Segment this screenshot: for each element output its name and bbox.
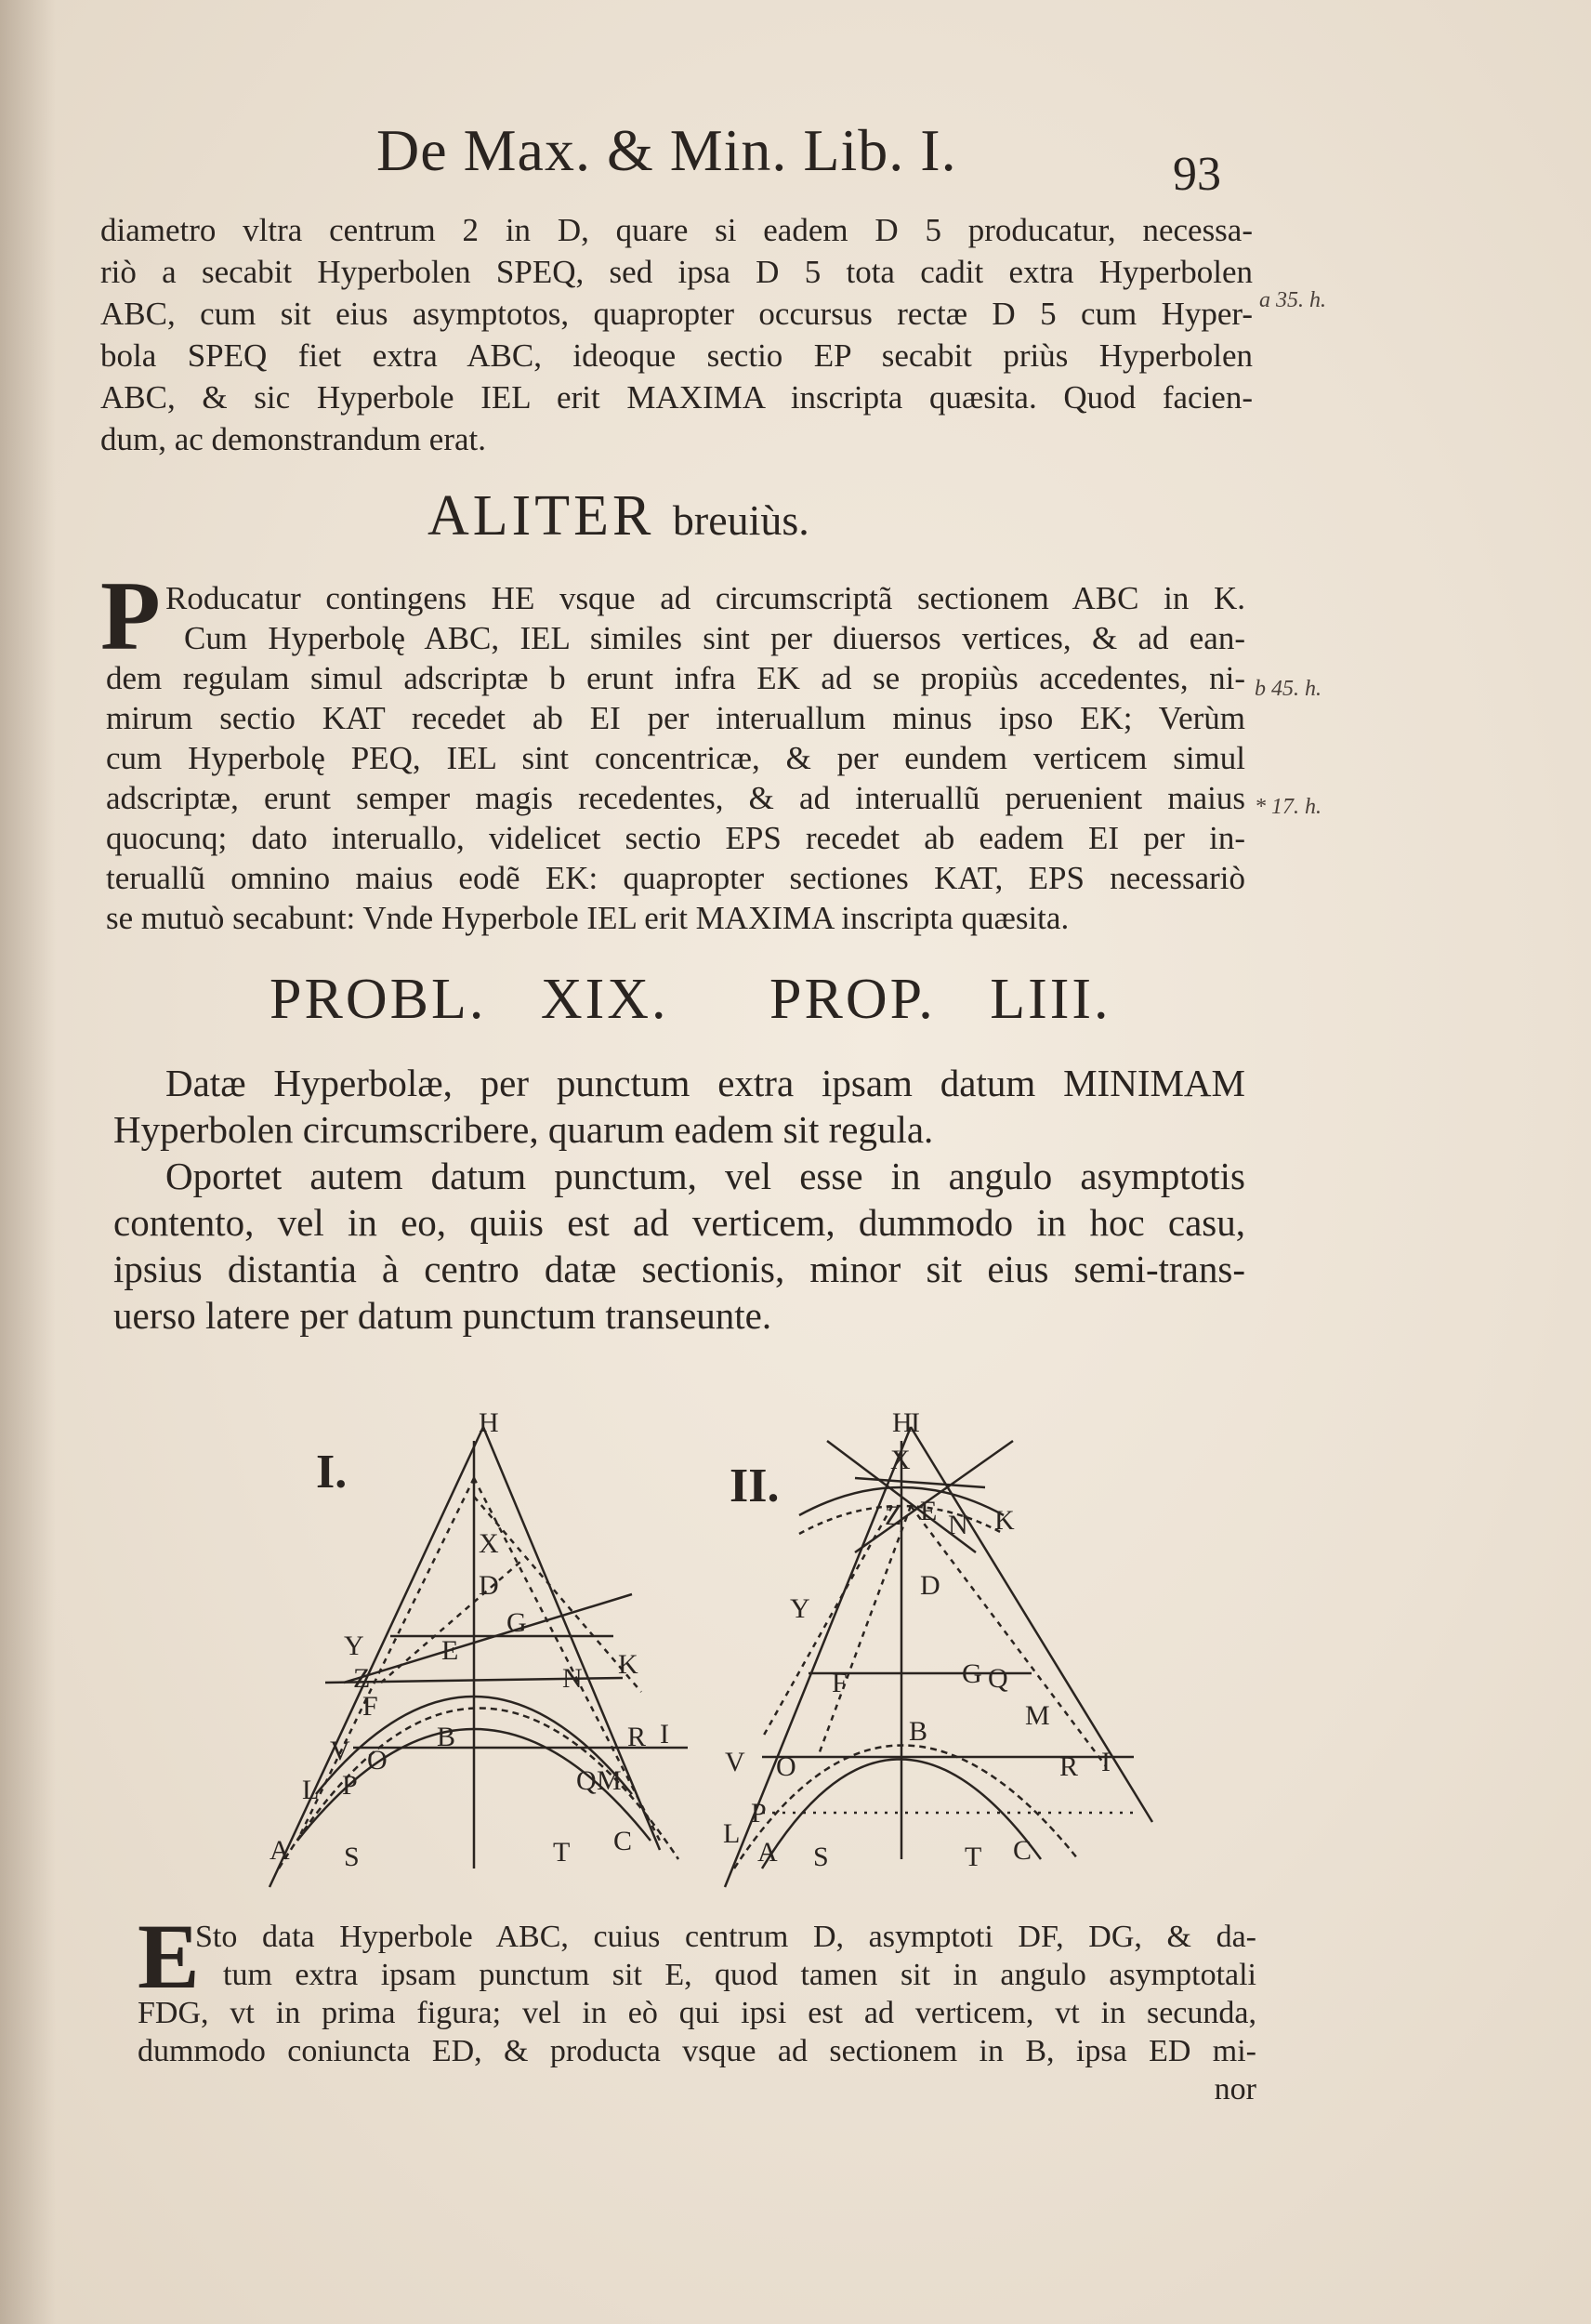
text-line: se mutuò secabunt: Vnde Hyperbole IEL erit MAXIMA inscripta quæsita.	[106, 900, 1070, 936]
point-label: F	[832, 1668, 848, 1698]
drop-cap: P	[100, 561, 161, 670]
margin-note: * 17. h.	[1255, 795, 1321, 819]
geometric-figures	[242, 1404, 1171, 1896]
point-label: R	[1059, 1751, 1079, 1782]
text-line: adscriptæ, erunt semper magis recedentes, & ad interuallũ peruenient maius	[106, 780, 1245, 816]
point-label: Z	[353, 1663, 371, 1694]
point-label: C	[1013, 1835, 1032, 1866]
point-label: K	[618, 1649, 638, 1680]
text-line: contento, vel in eo, quiis est ad verticem, dummodo in hoc casu,	[113, 1201, 1245, 1244]
point-label: Y	[344, 1631, 364, 1661]
text-line: Hyperbolen circumscribere, quarum eadem sit regula.	[113, 1108, 934, 1151]
point-label: D	[920, 1570, 940, 1601]
point-label: B	[437, 1722, 456, 1752]
point-label: V	[330, 1736, 350, 1766]
point-label: E	[441, 1635, 459, 1666]
paragraph-esto	[138, 1918, 1256, 2108]
point-label: H	[479, 1407, 499, 1438]
paragraph-continuation	[100, 209, 1253, 460]
text-line: teruallũ omnino maius eodẽ EK: quapropter sectiones KAT, EPS necessariò	[106, 860, 1245, 896]
text-line: quocunq; dato interuallo, videlicet sectio EPS recedet ab eadem EI per in-	[106, 820, 1245, 856]
point-label: R	[627, 1722, 647, 1752]
section-heading-aliter	[427, 483, 809, 549]
text-line: diametro vltra centrum 2 in D, quare si eadem D 5 producatur, necessa-	[100, 212, 1253, 248]
point-label: O	[367, 1745, 388, 1776]
text-line: mirum sectio KAT recedet ab EI per interuallum minus ipso EK; Verùm	[106, 700, 1245, 736]
heading-sub: breuiùs.	[672, 496, 809, 544]
figure-two-diagram	[725, 1427, 1152, 1887]
text-line: ipsius distantia à centro datæ sectionis, minor sit eius semi-trans-	[113, 1248, 1245, 1290]
running-header: De Max. & Min. Lib. I.	[376, 117, 957, 183]
point-label: D	[479, 1570, 499, 1601]
point-label: F	[362, 1691, 378, 1722]
point-label: L	[723, 1818, 741, 1849]
catchword: nor	[1214, 2072, 1256, 2106]
margin-note: a 35. h.	[1259, 288, 1326, 312]
point-label: H	[892, 1407, 913, 1438]
text-line: ABC, cum sit eius asymptotos, quapropter occursus rectæ D 5 cum Hyper-	[100, 296, 1253, 332]
text-line: dummodo coniuncta ED, & producta vsque ad sectionem in B, ipsa ED mi-	[138, 2034, 1256, 2068]
point-label: O	[776, 1751, 796, 1782]
point-label: Q	[988, 1663, 1008, 1694]
point-label: P	[342, 1770, 358, 1801]
point-label: E	[920, 1496, 938, 1526]
point-label: B	[909, 1716, 928, 1747]
page-gutter-shadow	[0, 0, 56, 2324]
point-label: A	[757, 1837, 778, 1868]
point-label: G	[506, 1607, 527, 1638]
point-label: X	[479, 1528, 499, 1559]
figure-one-label: I.	[316, 1446, 348, 1499]
text-line: Oportet autem datum punctum, vel esse in angulo asymptotis	[165, 1155, 1245, 1197]
point-label: M	[1025, 1700, 1050, 1731]
heading-main: ALITER	[427, 484, 655, 548]
point-label: I	[660, 1719, 669, 1750]
point-label: Z	[885, 1500, 902, 1531]
text-line: Cum Hyperbolę ABC, IEL similes sint per diuersos vertices, & ad ean-	[184, 620, 1245, 656]
text-line: Roducatur contingens HE vsque ad circumscriptã sectionem ABC in K.	[165, 580, 1245, 616]
text-line: Datæ Hyperbolæ, per punctum extra ipsam datum MINIMAM	[165, 1062, 1245, 1104]
text-line: dem regulam simul adscriptæ b erunt infra EK ad se propiùs accedentes, ni-	[106, 660, 1245, 696]
text-line: cum Hyperbolę PEQ, IEL sint concentricæ, & per eundem verticem simul	[106, 740, 1245, 776]
point-label: G	[962, 1658, 982, 1689]
point-label: V	[725, 1747, 745, 1777]
figure-two-label: II.	[730, 1459, 780, 1512]
problem-heading	[270, 967, 1111, 1033]
proposition-number: PROP. LIII.	[769, 968, 1111, 1031]
point-label: I	[911, 1407, 920, 1438]
point-label: M	[597, 1765, 622, 1796]
point-label: S	[344, 1842, 360, 1872]
text-line: uerso latere per datum punctum transeunte.	[113, 1294, 772, 1337]
text-line: FDG, vt in prima figura; vel in eò qui ipsi est ad verticem, vt in secunda,	[138, 1996, 1256, 2030]
margin-note: b 45. h.	[1255, 677, 1321, 701]
point-label: N	[948, 1510, 968, 1540]
text-line: Sto data Hyperbole ABC, cuius centrum D, asymptoti DF, DG, & da-	[195, 1920, 1256, 1954]
point-label: A	[270, 1835, 290, 1866]
paragraph-aliter	[100, 578, 1245, 938]
point-label: P	[751, 1798, 767, 1829]
point-label: Q	[576, 1765, 597, 1796]
page-number: 93	[1173, 148, 1221, 201]
text-line: bola SPEQ fiet extra ABC, ideoque sectio EP secabit priùs Hyperbolen	[100, 337, 1253, 374]
point-label: S	[813, 1842, 829, 1872]
point-label: N	[562, 1663, 583, 1694]
text-line: tum extra ipsam punctum sit E, quod tamen sit in angulo asymptotali	[223, 1958, 1256, 1992]
point-label: Y	[790, 1593, 810, 1624]
point-label: T	[965, 1842, 982, 1872]
problem-number: PROBL. XIX.	[270, 968, 669, 1031]
drop-cap: E	[138, 1905, 200, 2008]
text-line: ABC, & sic Hyperbole IEL erit MAXIMA inscripta quæsita. Quod facien-	[100, 379, 1253, 416]
text-line: dum, ac demonstrandum erat.	[100, 421, 487, 457]
point-label: C	[613, 1826, 633, 1856]
point-label: K	[994, 1505, 1015, 1536]
point-label: T	[553, 1837, 571, 1868]
point-label: X	[890, 1445, 911, 1475]
point-label: L	[302, 1775, 320, 1805]
point-label: I	[1101, 1747, 1111, 1777]
text-line: riò a secabit Hyperbolen SPEQ, sed ipsa D 5 tota cadit extra Hyperbolen	[100, 254, 1253, 290]
problem-statement	[113, 1060, 1245, 1339]
